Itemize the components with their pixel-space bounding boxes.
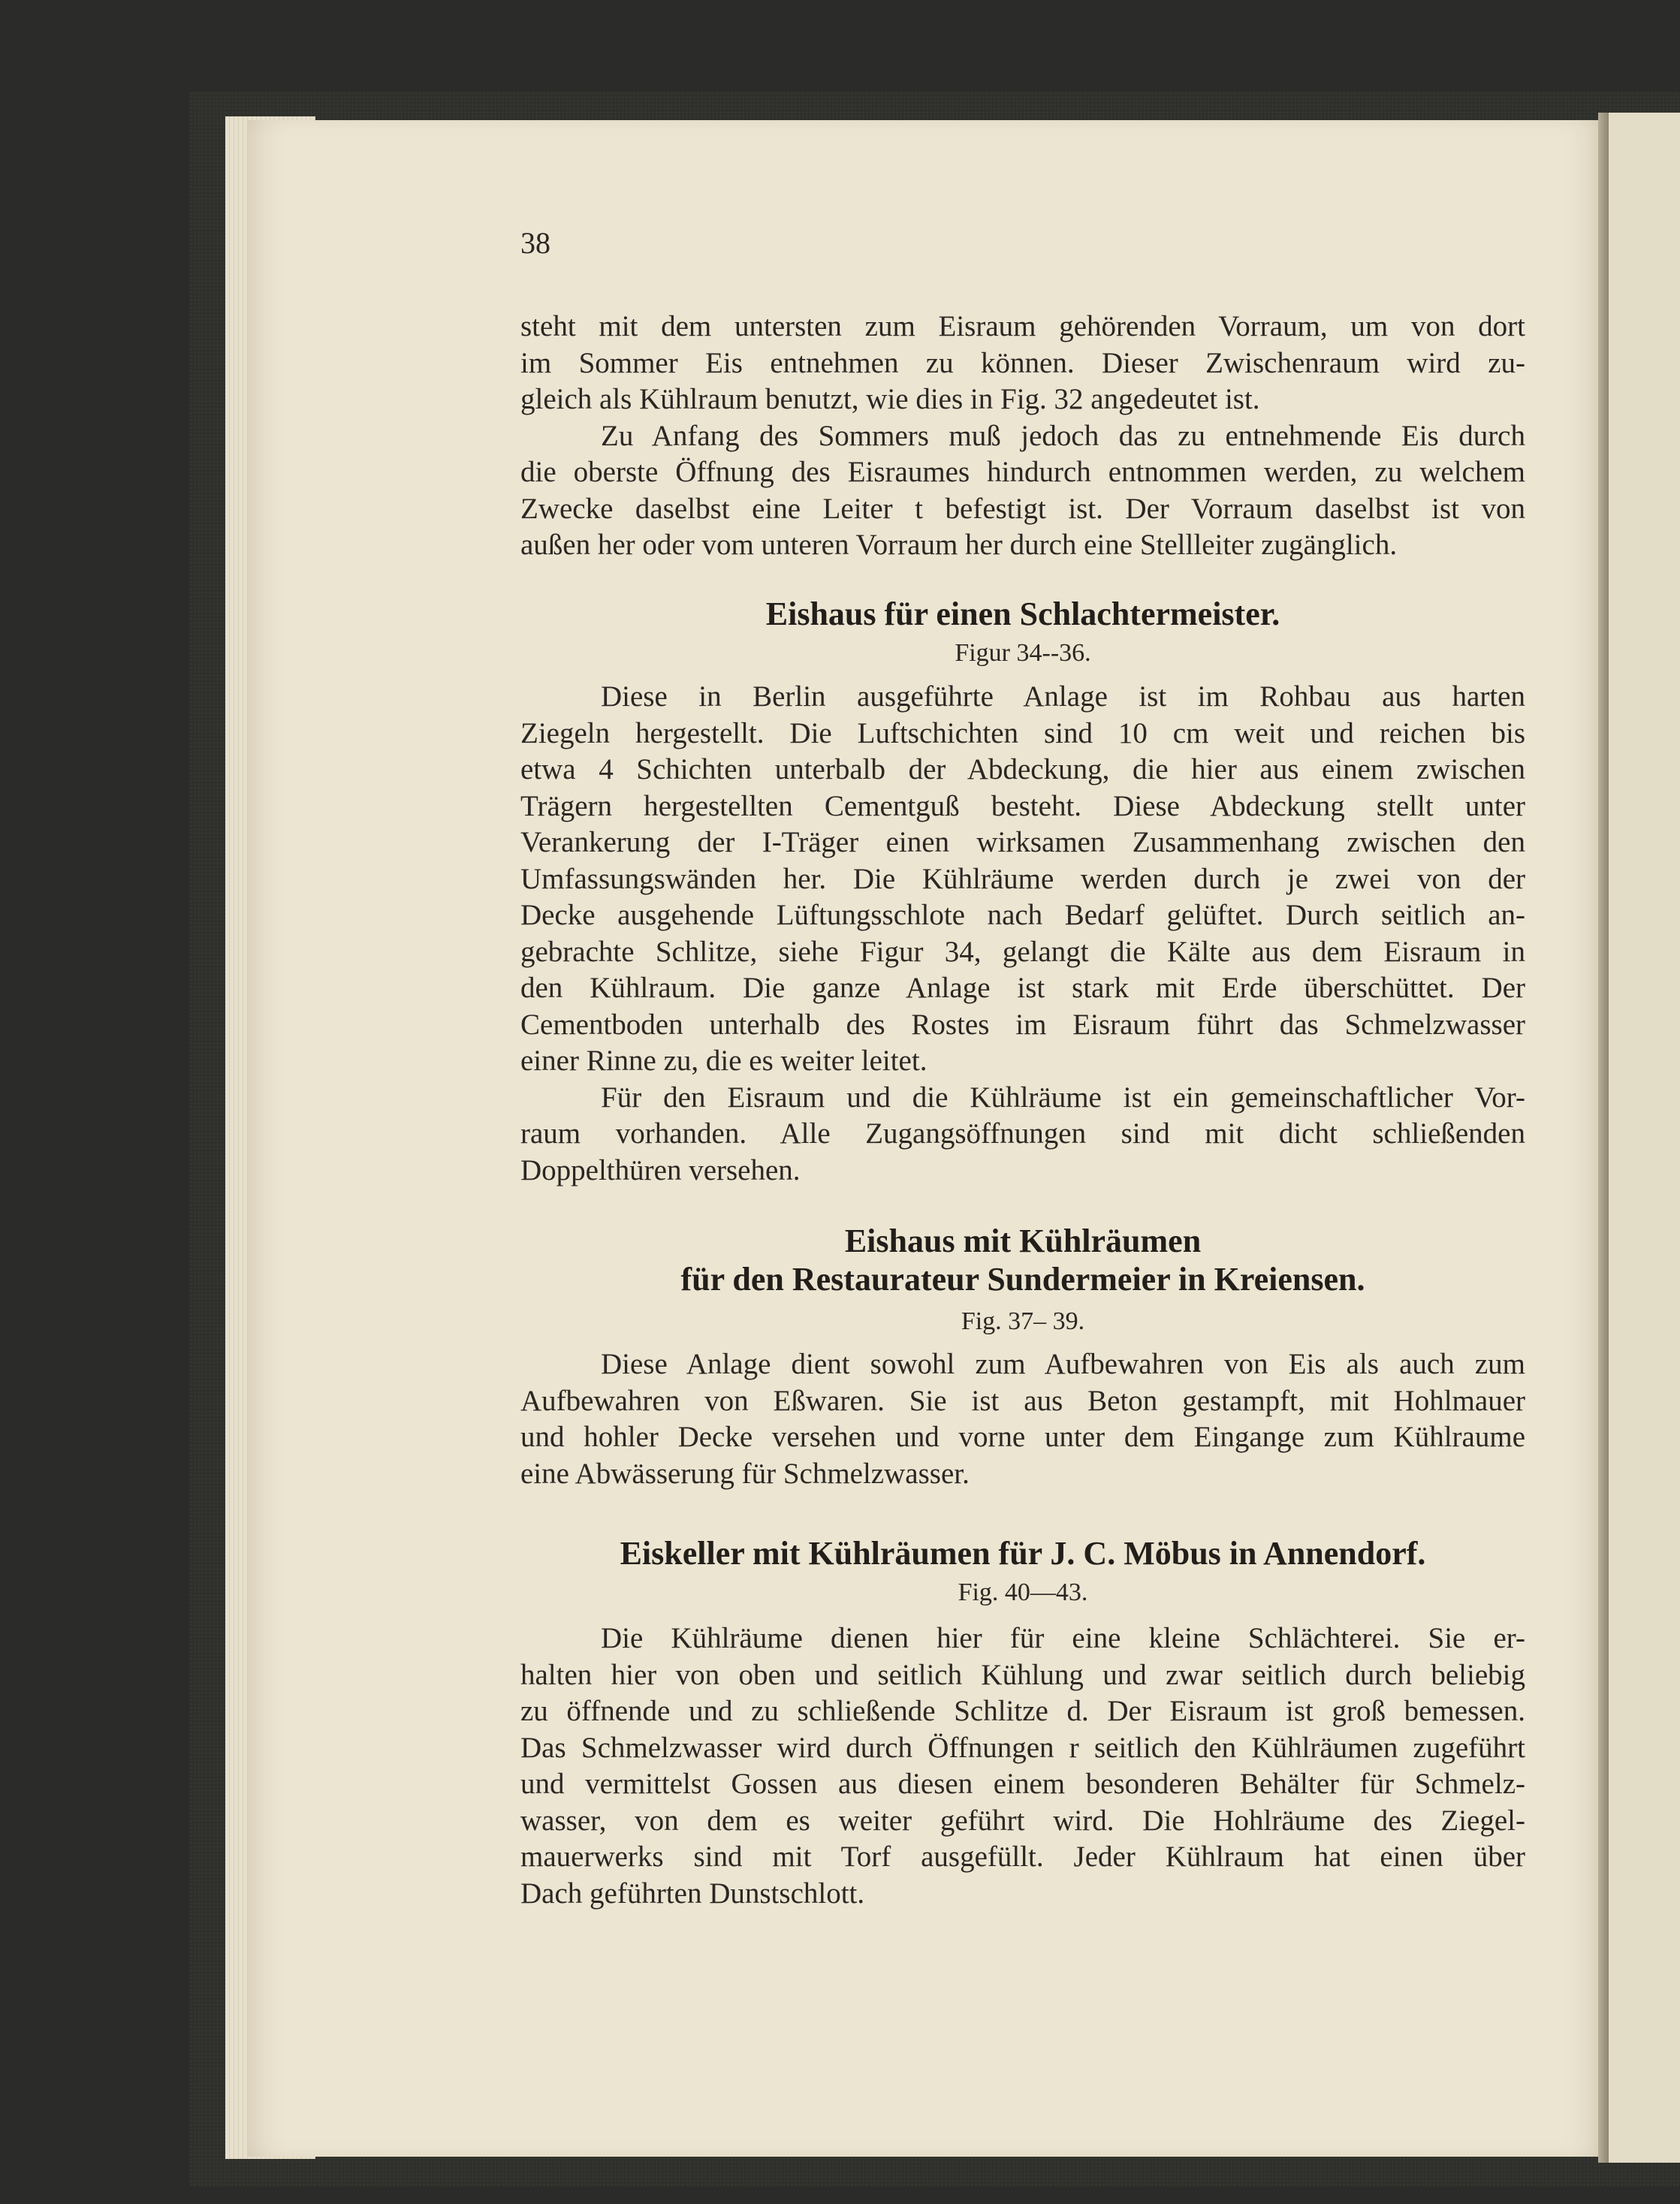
section-heading: Eishaus mit Kühlräumen <box>844 1223 1202 1259</box>
section-heading: für den Restaurateur Sundermeier in Kreiensen. <box>680 1261 1365 1298</box>
figure-reference: Fig. 37– 39. <box>961 1307 1085 1335</box>
section-heading: Eishaus für einen Schlachtermeister. <box>765 595 1280 632</box>
text-line: gleich als Kühlraum benutzt, wie dies in Fig. 32 angedeutet ist. <box>520 383 1260 415</box>
text-line: Trägern hergestellten Cementguß besteht. Diese Abdeckung stellt unter <box>520 789 1525 822</box>
text-line: Decke ausgehende Lüftungsschlote nach Bedarf gelüftet. Durch seitlich an- <box>520 899 1525 931</box>
page-number: 38 <box>520 226 550 260</box>
figure-reference: Fig. 40—43. <box>958 1578 1088 1606</box>
text-line: und vermittelst Gossen aus diesen einem besonderen Behälter für Schmelz- <box>520 1768 1525 1800</box>
text-line: Diese in Berlin ausgeführte Anlage ist im Rohbau aus harten <box>601 680 1525 713</box>
text-line: Verankerung der I-Träger einen wirksamen Zusammenhang zwischen den <box>520 826 1525 858</box>
text-line: die oberste Öffnung des Eisraumes hindurch entnommen werden, zu welchem <box>520 456 1525 488</box>
text-line: zu öffnende und zu schließende Schlitze d. Der Eisraum ist groß bemessen. <box>520 1695 1525 1727</box>
text-line: Das Schmelzwasser wird durch Öffnungen r seitlich den Kühlräumen zugeführt <box>520 1731 1525 1764</box>
facing-page-edge <box>1607 113 1680 2163</box>
text-line: wasser, von dem es weiter geführt wird. Die Hohlräume des Ziegel- <box>520 1804 1525 1837</box>
text-line: Diese Anlage dient sowohl zum Aufbewahren von Eis als auch zum <box>601 1348 1525 1380</box>
text-line: steht mit dem untersten zum Eisraum gehörenden Vorraum, um von dort <box>520 310 1525 342</box>
text-line: eine Abwässerung für Schmelzwasser. <box>520 1457 970 1490</box>
text-line: Zu Anfang des Sommers muß jedoch das zu entnehmende Eis durch <box>601 419 1525 452</box>
text-line: im Sommer Eis entnehmen zu können. Dieser Zwischenraum wird zu- <box>520 346 1525 379</box>
text-line: Cementboden unterhalb des Rostes im Eisraum führt das Schmelzwasser <box>520 1008 1525 1041</box>
section-heading: Eiskeller mit Kühlräumen für J. C. Möbus in Annendorf. <box>620 1535 1426 1572</box>
text-line: Umfassungswänden her. Die Kühlräume werden durch je zwei von der <box>520 862 1525 895</box>
figure-reference: Figur 34--36. <box>955 639 1091 667</box>
text-line: Aufbewahren von Eßwaren. Sie ist aus Beton gestampft, mit Hohlmauer <box>520 1384 1525 1417</box>
text-line: raum vorhanden. Alle Zugangsöffnungen sind mit dicht schließenden <box>520 1117 1525 1150</box>
text-line: Die Kühlräume dienen hier für eine kleine Schlächterei. Sie er- <box>601 1622 1525 1654</box>
text-line: halten hier von oben und seitlich Kühlung und zwar seitlich durch beliebig <box>520 1658 1525 1691</box>
text-line: Zwecke daselbst eine Leiter t befestigt ist. Der Vorraum daselbst ist von <box>520 492 1525 525</box>
text-line: außen her oder vom unteren Vorraum her durch eine Stellleiter zugänglich. <box>520 529 1398 561</box>
text-line: einer Rinne zu, die es weiter leitet. <box>520 1045 927 1077</box>
text-line: etwa 4 Schichten unterbalb der Abdeckung, die hier aus einem zwischen <box>520 753 1525 785</box>
text-line: den Kühlraum. Die ganze Anlage ist stark mit Erde überschüttet. Der <box>520 972 1525 1004</box>
text-line: Ziegeln hergestellt. Die Luftschichten sind 10 cm weit und reichen bis <box>520 716 1525 749</box>
text-line: Dach geführten Dunstschlott. <box>520 1877 865 1910</box>
text-line: mauerwerks sind mit Torf ausgefüllt. Jeder Kühlraum hat einen über <box>520 1841 1525 1873</box>
text-line: gebrachte Schlitze, siehe Figur 34, gelangt die Kälte aus dem Eisraum in <box>520 935 1525 968</box>
text-line: Für den Eisraum und die Kühlräume ist ein gemeinschaftlicher Vor- <box>601 1081 1525 1114</box>
book-gutter <box>1598 113 1609 2163</box>
text-line: Doppelthüren versehen. <box>520 1153 801 1186</box>
text-line: und hohler Decke versehen und vorne unter dem Eingange zum Kühlraume <box>520 1421 1525 1453</box>
